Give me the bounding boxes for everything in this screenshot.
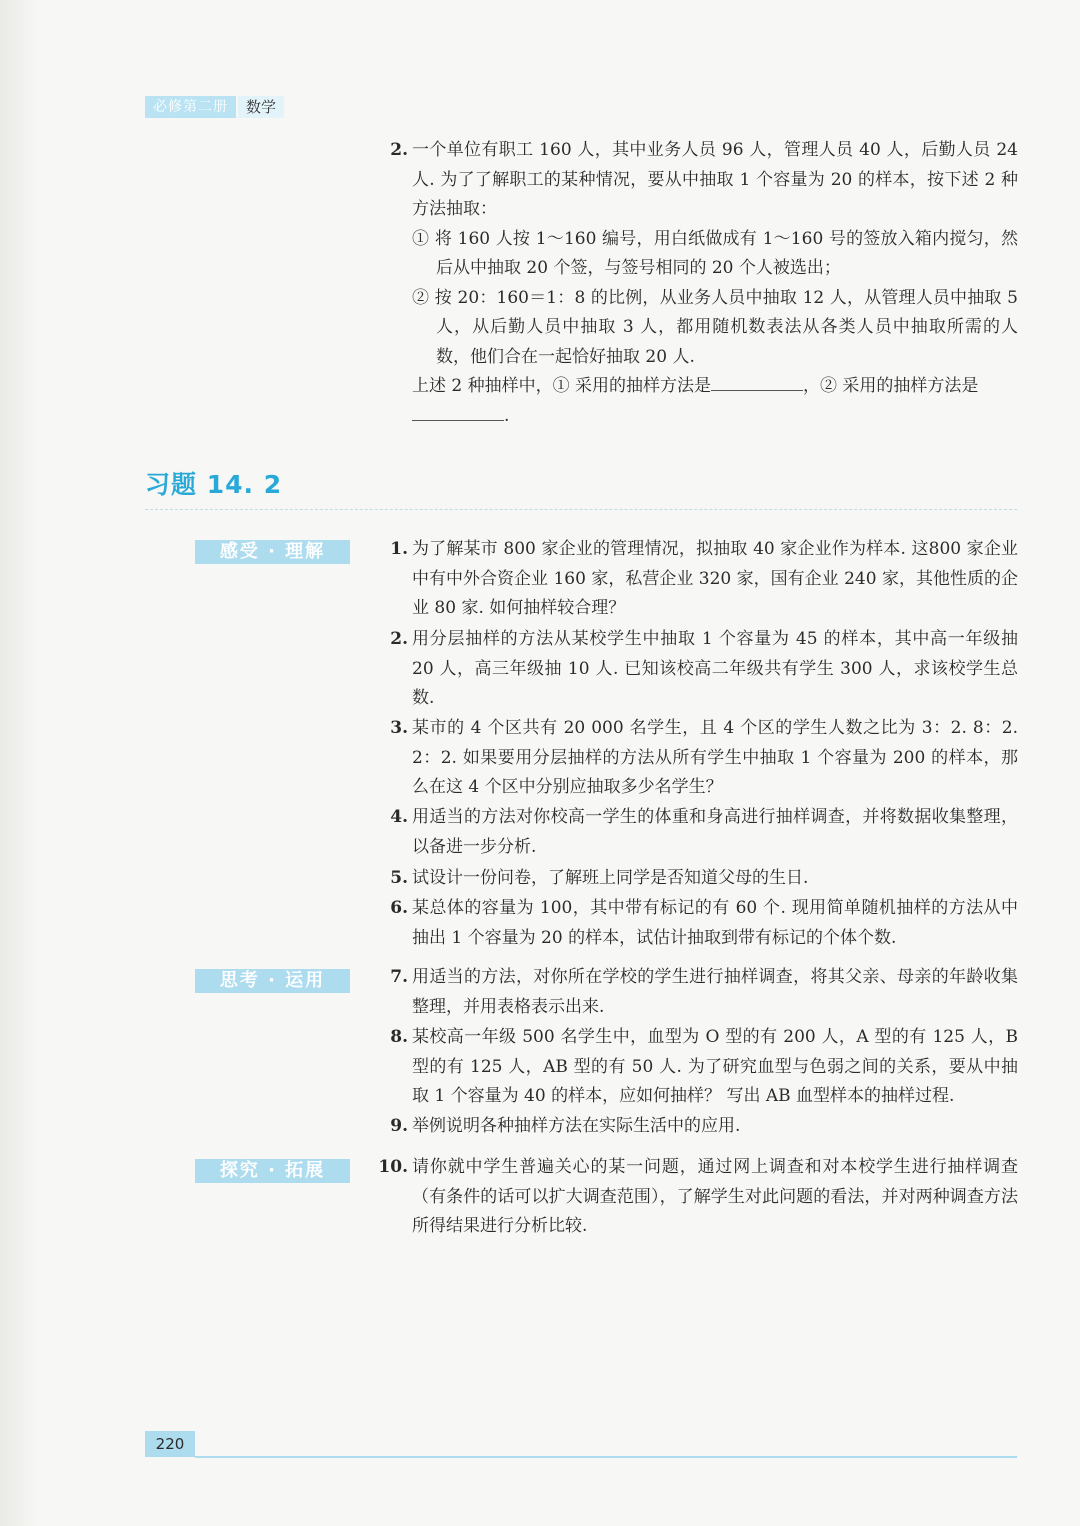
exercise-3: [380, 714, 1018, 803]
exercise-8: [380, 1023, 1018, 1112]
exercise-text: 某总体的容量为 100，其中带有标记的有 60 个. 现用简单随机抽样的方法从中抽出 1 个容量为 20 的样本，试估计抽取到带有标记的个体个数.: [412, 898, 1018, 948]
tag-understand: 感受 · 理解: [195, 540, 350, 564]
exercise-text: 请你就中学生普遍关心的某一问题，通过网上调查和对本校学生进行抽样调查（有条件的话可以扩大调查范围），了解学生对此问题的看法，并对两种调查方法所得结果进行分析比较.: [412, 1157, 1018, 1236]
answer-blank-2[interactable]: [412, 402, 504, 421]
exercise-number: 8.: [390, 1027, 408, 1047]
exercise-number: 1.: [390, 539, 408, 559]
problem-number: 2.: [390, 140, 408, 160]
exercise-number: 7.: [390, 967, 408, 987]
exercise-number: 2.: [390, 629, 408, 649]
practice-problem-2: [380, 136, 1018, 431]
exercise-number: 10.: [378, 1157, 408, 1177]
exercise-2: [380, 625, 1018, 714]
exercise-1: [380, 535, 1018, 624]
problem-option-2: ② 按 20：160＝1：8 的比例，从业务人员中抽取 12 人，从管理人员中抽取 5 人，从后勤人员中抽取 3 人，都用随机数表法从各类人员中抽取所需的人数，他们合在一起恰好抽取 20 人.: [412, 287, 1018, 367]
exercise-text: 试设计一份问卷，了解班上同学是否知道父母的生日.: [412, 868, 809, 888]
tag-explore: 探究 · 拓展: [195, 1159, 350, 1183]
exercise-10: [380, 1153, 1018, 1242]
question-part-1: 上述 2 种抽样中，① 采用的抽样方法是: [412, 376, 712, 396]
exercise-number: 4.: [390, 807, 408, 827]
exercise-5: [380, 864, 1018, 894]
footer-rule: [195, 1456, 1017, 1458]
tag-apply: 思考 · 运用: [195, 969, 350, 993]
exercise-text: 用适当的方法，对你所在学校的学生进行抽样调查，将其父亲、母亲的年龄收集整理，并用表格表示出来.: [412, 967, 1018, 1017]
exercise-text: 为了解某市 800 家企业的管理情况，拟抽取 40 家企业作为样本. 这800 家企业中有中外合资企业 160 家，私营企业 320 家，国有企业 240 家，其他性质的企业 80 家. 如何抽样较合理？: [412, 539, 1018, 618]
header-subject-label: 数学: [238, 96, 284, 118]
exercise-text: 用适当的方法对你校高一学生的体重和身高进行抽样调查，并将数据收集整理，以备进一步分析.: [412, 807, 1018, 857]
page-binding-shadow: [0, 0, 38, 1526]
question-part-2: ，② 采用的抽样方法是: [803, 376, 979, 396]
exercise-9: [380, 1112, 1018, 1142]
header-book-label: 必修第二册: [145, 96, 236, 118]
section-title: 习题 14. 2: [145, 470, 283, 499]
exercise-number: 6.: [390, 898, 408, 918]
exercise-text: 某校高一年级 500 名学生中，血型为 O 型的有 200 人，A 型的有 125 人，B 型的有 125 人，AB 型的有 50 人. 为了研究血型与色弱之间的关系，要从中抽取 1 个容量为 40 的样本，应如何抽样？ 写出 AB 血型样本的抽样过程.: [412, 1027, 1018, 1106]
section-divider: [145, 509, 1017, 510]
exercise-text: 举例说明各种抽样方法在实际生活中的应用.: [412, 1116, 741, 1136]
exercise-7: [380, 963, 1018, 1022]
problem-text: 一个单位有职工 160 人，其中业务人员 96 人，管理人员 40 人，后勤人员 24 人. 为了了解职工的某种情况，要从中抽取 1 个容量为 20 的样本，按下述 2 种方法抽取：: [412, 140, 1018, 219]
exercise-4: [380, 803, 1018, 862]
exercise-text: 某市的 4 个区共有 20 000 名学生，且 4 个区的学生人数之比为 3：2. 8：2. 2：2. 如果要用分层抽样的方法从所有学生中抽取 1 个容量为 200 的样本，那么在这 4 个区中分别应抽取多少名学生？: [412, 718, 1018, 797]
question-end: .: [504, 405, 510, 426]
exercise-text: 用分层抽样的方法从某校学生中抽取 1 个容量为 45 的样本，其中高一年级抽 20 人，高三年级抽 10 人. 已知该校高二年级共有学生 300 人，求该校学生总数.: [412, 629, 1018, 708]
running-header: [145, 96, 284, 118]
exercise-number: 3.: [390, 718, 408, 738]
problem-question: [412, 372, 1018, 431]
problem-option-1: ① 将 160 人按 1～160 编号，用白纸做成有 1～160 号的签放入箱内搅匀，然后从中抽取 20 个签，与签号相同的 20 个人被选出；: [412, 228, 1018, 278]
exercise-6: [380, 894, 1018, 953]
exercise-number: 9.: [390, 1116, 408, 1136]
answer-blank-1[interactable]: [711, 372, 803, 391]
page-number: 220: [145, 1431, 195, 1457]
exercise-number: 5.: [390, 868, 408, 888]
